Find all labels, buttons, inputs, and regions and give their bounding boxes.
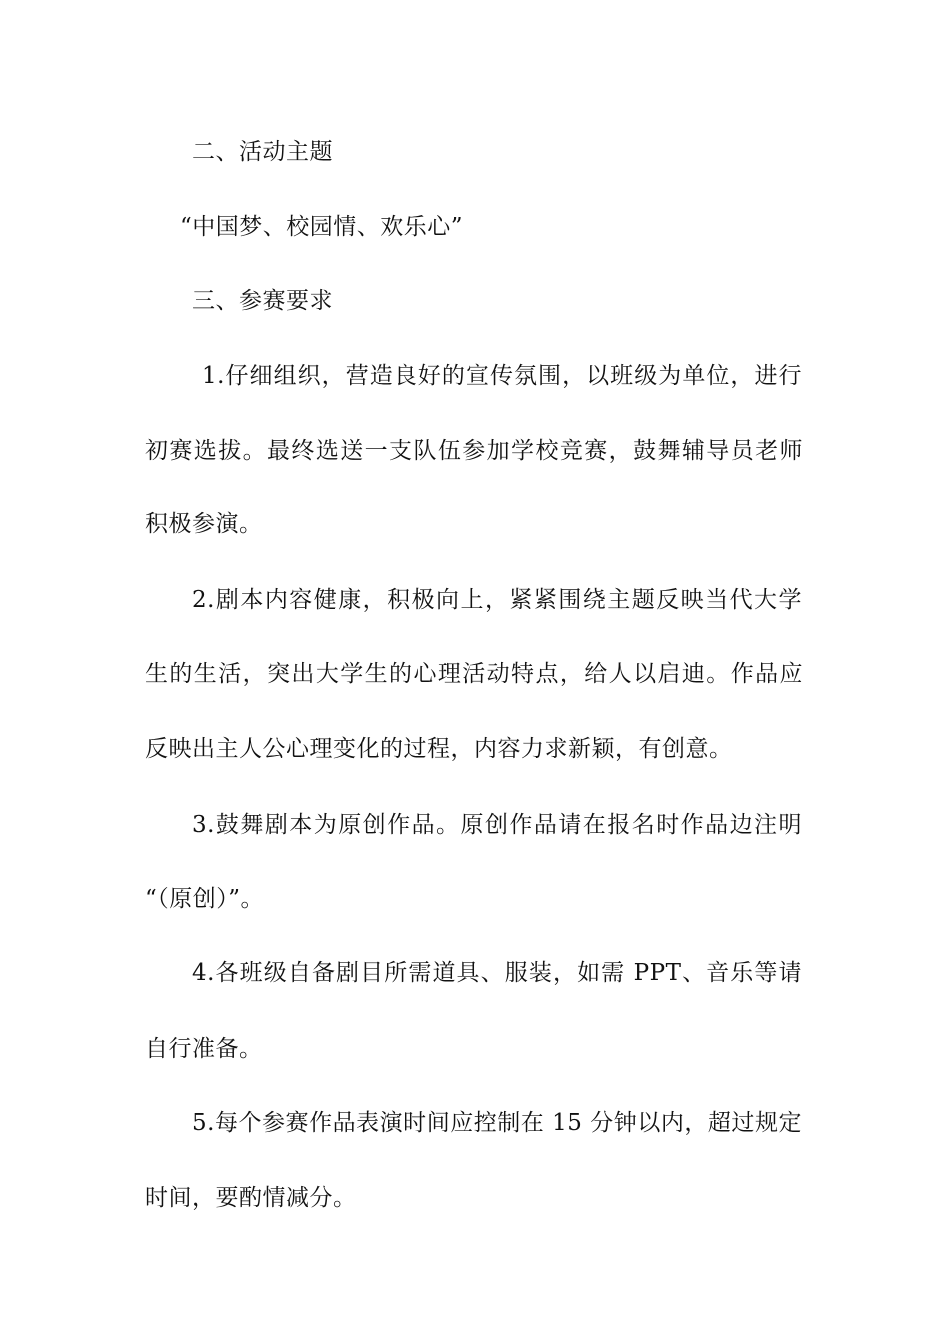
requirement-line: 时间，要酌情减分。 xyxy=(145,1185,357,1211)
requirement-line: 4.各班级自备剧目所需道具、服装，如需 PPT、音乐等请 xyxy=(192,960,802,986)
requirement-line: “（原创）”。 xyxy=(145,886,265,912)
requirement-line: 自行准备。 xyxy=(145,1036,263,1062)
requirement-line: 3.鼓舞剧本为原创作品。原创作品请在报名时作品边注明 xyxy=(192,812,802,838)
requirement-line: 反映出主人公心理变化的过程，内容力求新颖，有创意。 xyxy=(145,736,733,762)
requirement-line: 生的生活，突出大学生的心理活动特点，给人以启迪。作品应 xyxy=(145,661,803,687)
section-heading: 二、活动主题 xyxy=(192,139,333,165)
requirement-line: 初赛选拔。最终选送一支队伍参加学校竞赛，鼓舞辅导员老师 xyxy=(145,438,803,464)
requirement-line: 1.仔细组织，营造良好的宣传氛围，以班级为单位，进行 xyxy=(202,363,802,389)
section-heading: 三、参赛要求 xyxy=(192,288,333,314)
requirement-line: 积极参演。 xyxy=(145,511,263,537)
requirement-line: 5.每个参赛作品表演时间应控制在 15 分钟以内，超过规定 xyxy=(192,1110,802,1136)
requirement-line: 2.剧本内容健康，积极向上，紧紧围绕主题反映当代大学 xyxy=(192,587,802,613)
theme-text: “中国梦、校园情、欢乐心” xyxy=(180,214,464,240)
